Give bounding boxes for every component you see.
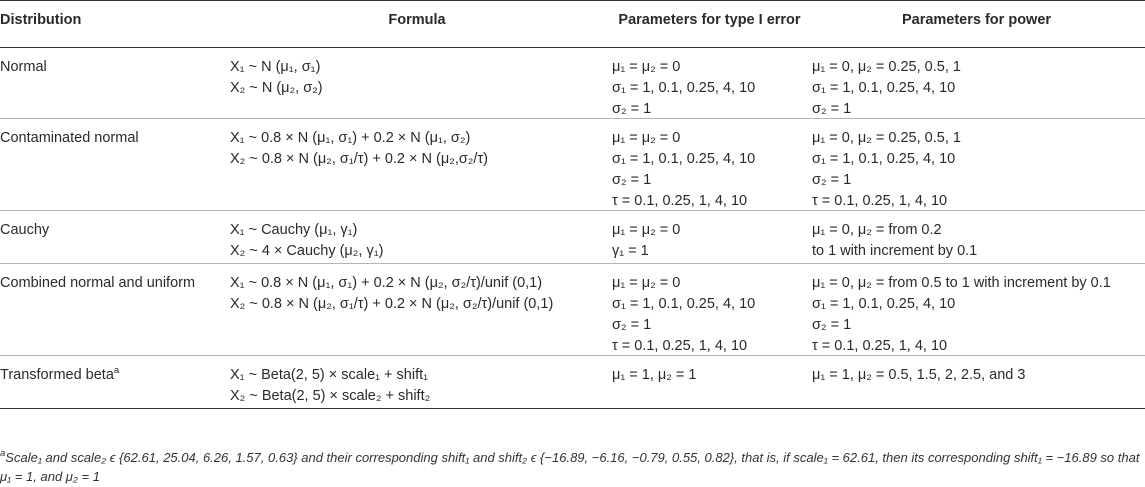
cell-line: X₂ ~ 0.8 × N (μ₂, σ₁/τ) + 0.2 × N (μ₂, σ₂/τ)/unif (0,1): [230, 296, 554, 312]
table-row: [0, 264, 1145, 356]
cell-line: σ₂ = 1: [612, 172, 652, 188]
cell-line: σ₁ = 1, 0.1, 0.25, 4, 10: [812, 80, 956, 96]
distribution-name: Contaminated normal: [0, 130, 139, 146]
table-row: [0, 48, 1145, 119]
cell-line: σ₂ = 1: [612, 317, 652, 333]
footnote-reference: a: [113, 365, 120, 376]
distribution-name: Normal: [0, 59, 47, 75]
cell-line: μ₁ = 1, μ₂ = 1: [612, 367, 697, 383]
cell-formula: [230, 220, 383, 262]
cell-line: σ₁ = 1, 0.1, 0.25, 4, 10: [612, 296, 756, 312]
header-power-params: Parameters for power: [901, 12, 1052, 28]
cell-line: X₂ ~ N (μ₂, σ₂): [230, 80, 323, 96]
cell-power-params: [812, 57, 961, 120]
cell-line: τ = 0.1, 0.25, 1, 4, 10: [812, 338, 948, 354]
cell-line: μ₁ = μ₂ = 0: [612, 59, 681, 75]
cell-line: σ₂ = 1: [612, 101, 652, 117]
cell-line: τ = 0.1, 0.25, 1, 4, 10: [812, 193, 948, 209]
table-row: [0, 211, 1145, 264]
cell-line: X₁ ~ 0.8 × N (μ₁, σ₁) + 0.2 × N (μ₂, σ₂/τ)/unif (0,1): [230, 275, 543, 291]
cell-type1-params: [612, 128, 755, 212]
cell-distribution: [0, 220, 49, 241]
cell-line: μ₁ = μ₂ = 0: [612, 130, 681, 146]
cell-line: μ₁ = 0, μ₂ = from 0.2: [812, 222, 942, 238]
cell-type1-params: [612, 57, 755, 120]
cell-line: σ₂ = 1: [812, 172, 852, 188]
cell-line: X₁ ~ 0.8 × N (μ₁, σ₁) + 0.2 × N (μ₁, σ₂): [230, 130, 471, 146]
cell-line: σ₁ = 1, 0.1, 0.25, 4, 10: [612, 151, 756, 167]
cell-line: μ₁ = 1, μ₂ = 0.5, 1.5, 2, 2.5, and 3: [812, 367, 1026, 383]
footnote-text: Scale₁ and scale₂ ϵ {62.61, 25.04, 6.26, 1.57, 0.63} and their corresponding shift₁ and shift₂ ϵ {−16.89, −6.16, −0.79, 0.55, 0.82}, that is, if scale₁ = 62.61, then its corresponding shift₁ = −16.89 so that μ₁ = 1, and μ₂ = 1: [0, 450, 1140, 484]
cell-distribution: [0, 128, 139, 149]
cell-line: to 1 with increment by 0.1: [812, 243, 978, 259]
distribution-name: Cauchy: [0, 222, 50, 238]
cell-line: μ₁ = 0, μ₂ = 0.25, 0.5, 1: [812, 130, 961, 146]
cell-line: σ₁ = 1, 0.1, 0.25, 4, 10: [612, 80, 756, 96]
cell-line: τ = 0.1, 0.25, 1, 4, 10: [612, 193, 748, 209]
header-distribution: Distribution: [0, 12, 82, 28]
distribution-name: Transformed beta: [0, 367, 114, 383]
cell-type1-params: [612, 220, 680, 262]
header-formula: Formula: [388, 12, 446, 28]
cell-type1-params: [612, 273, 755, 357]
cell-power-params: [812, 128, 961, 212]
cell-power-params: [812, 273, 1111, 357]
cell-line: σ₁ = 1, 0.1, 0.25, 4, 10: [812, 151, 956, 167]
cell-formula: [230, 128, 488, 170]
header-type1-params: Parameters for type I error: [618, 12, 801, 28]
cell-line: X₂ ~ 0.8 × N (μ₂, σ₁/τ) + 0.2 × N (μ₂,σ₂/τ): [230, 151, 489, 167]
cell-formula: [230, 273, 553, 315]
cell-line: μ₁ = μ₂ = 0: [612, 222, 681, 238]
cell-line: τ = 0.1, 0.25, 1, 4, 10: [612, 338, 748, 354]
cell-formula: [230, 365, 430, 407]
cell-line: X₁ ~ N (μ₁, σ₁): [230, 59, 321, 75]
cell-distribution: [0, 365, 119, 386]
cell-line: σ₂ = 1: [812, 317, 852, 333]
cell-line: σ₁ = 1, 0.1, 0.25, 4, 10: [812, 296, 956, 312]
cell-line: σ₂ = 1: [812, 101, 852, 117]
cell-type1-params: [612, 365, 696, 386]
cell-line: μ₁ = 0, μ₂ = from 0.5 to 1 with increment by 0.1: [812, 275, 1111, 291]
cell-line: X₂ ~ Beta(2, 5) × scale₂ + shift₂: [230, 388, 431, 404]
cell-line: μ₁ = 0, μ₂ = 0.25, 0.5, 1: [812, 59, 961, 75]
table-footnote: [0, 448, 1140, 486]
cell-formula: [230, 57, 323, 99]
footnote-marker: a: [0, 448, 6, 459]
cell-line: μ₁ = μ₂ = 0: [612, 275, 681, 291]
table-row: [0, 356, 1145, 409]
cell-line: γ₁ = 1: [612, 243, 649, 259]
cell-line: X₁ ~ Beta(2, 5) × scale₁ + shift₁: [230, 367, 429, 383]
cell-line: X₁ ~ Cauchy (μ₁, γ₁): [230, 222, 358, 238]
cell-line: X₂ ~ 4 × Cauchy (μ₂, γ₁): [230, 243, 384, 259]
table-row: [0, 119, 1145, 211]
cell-power-params: [812, 220, 977, 262]
cell-power-params: [812, 365, 1025, 386]
cell-distribution: [0, 273, 195, 294]
table-header: [0, 0, 1145, 48]
distribution-name: Combined normal and uniform: [0, 275, 196, 291]
cell-distribution: [0, 57, 47, 78]
